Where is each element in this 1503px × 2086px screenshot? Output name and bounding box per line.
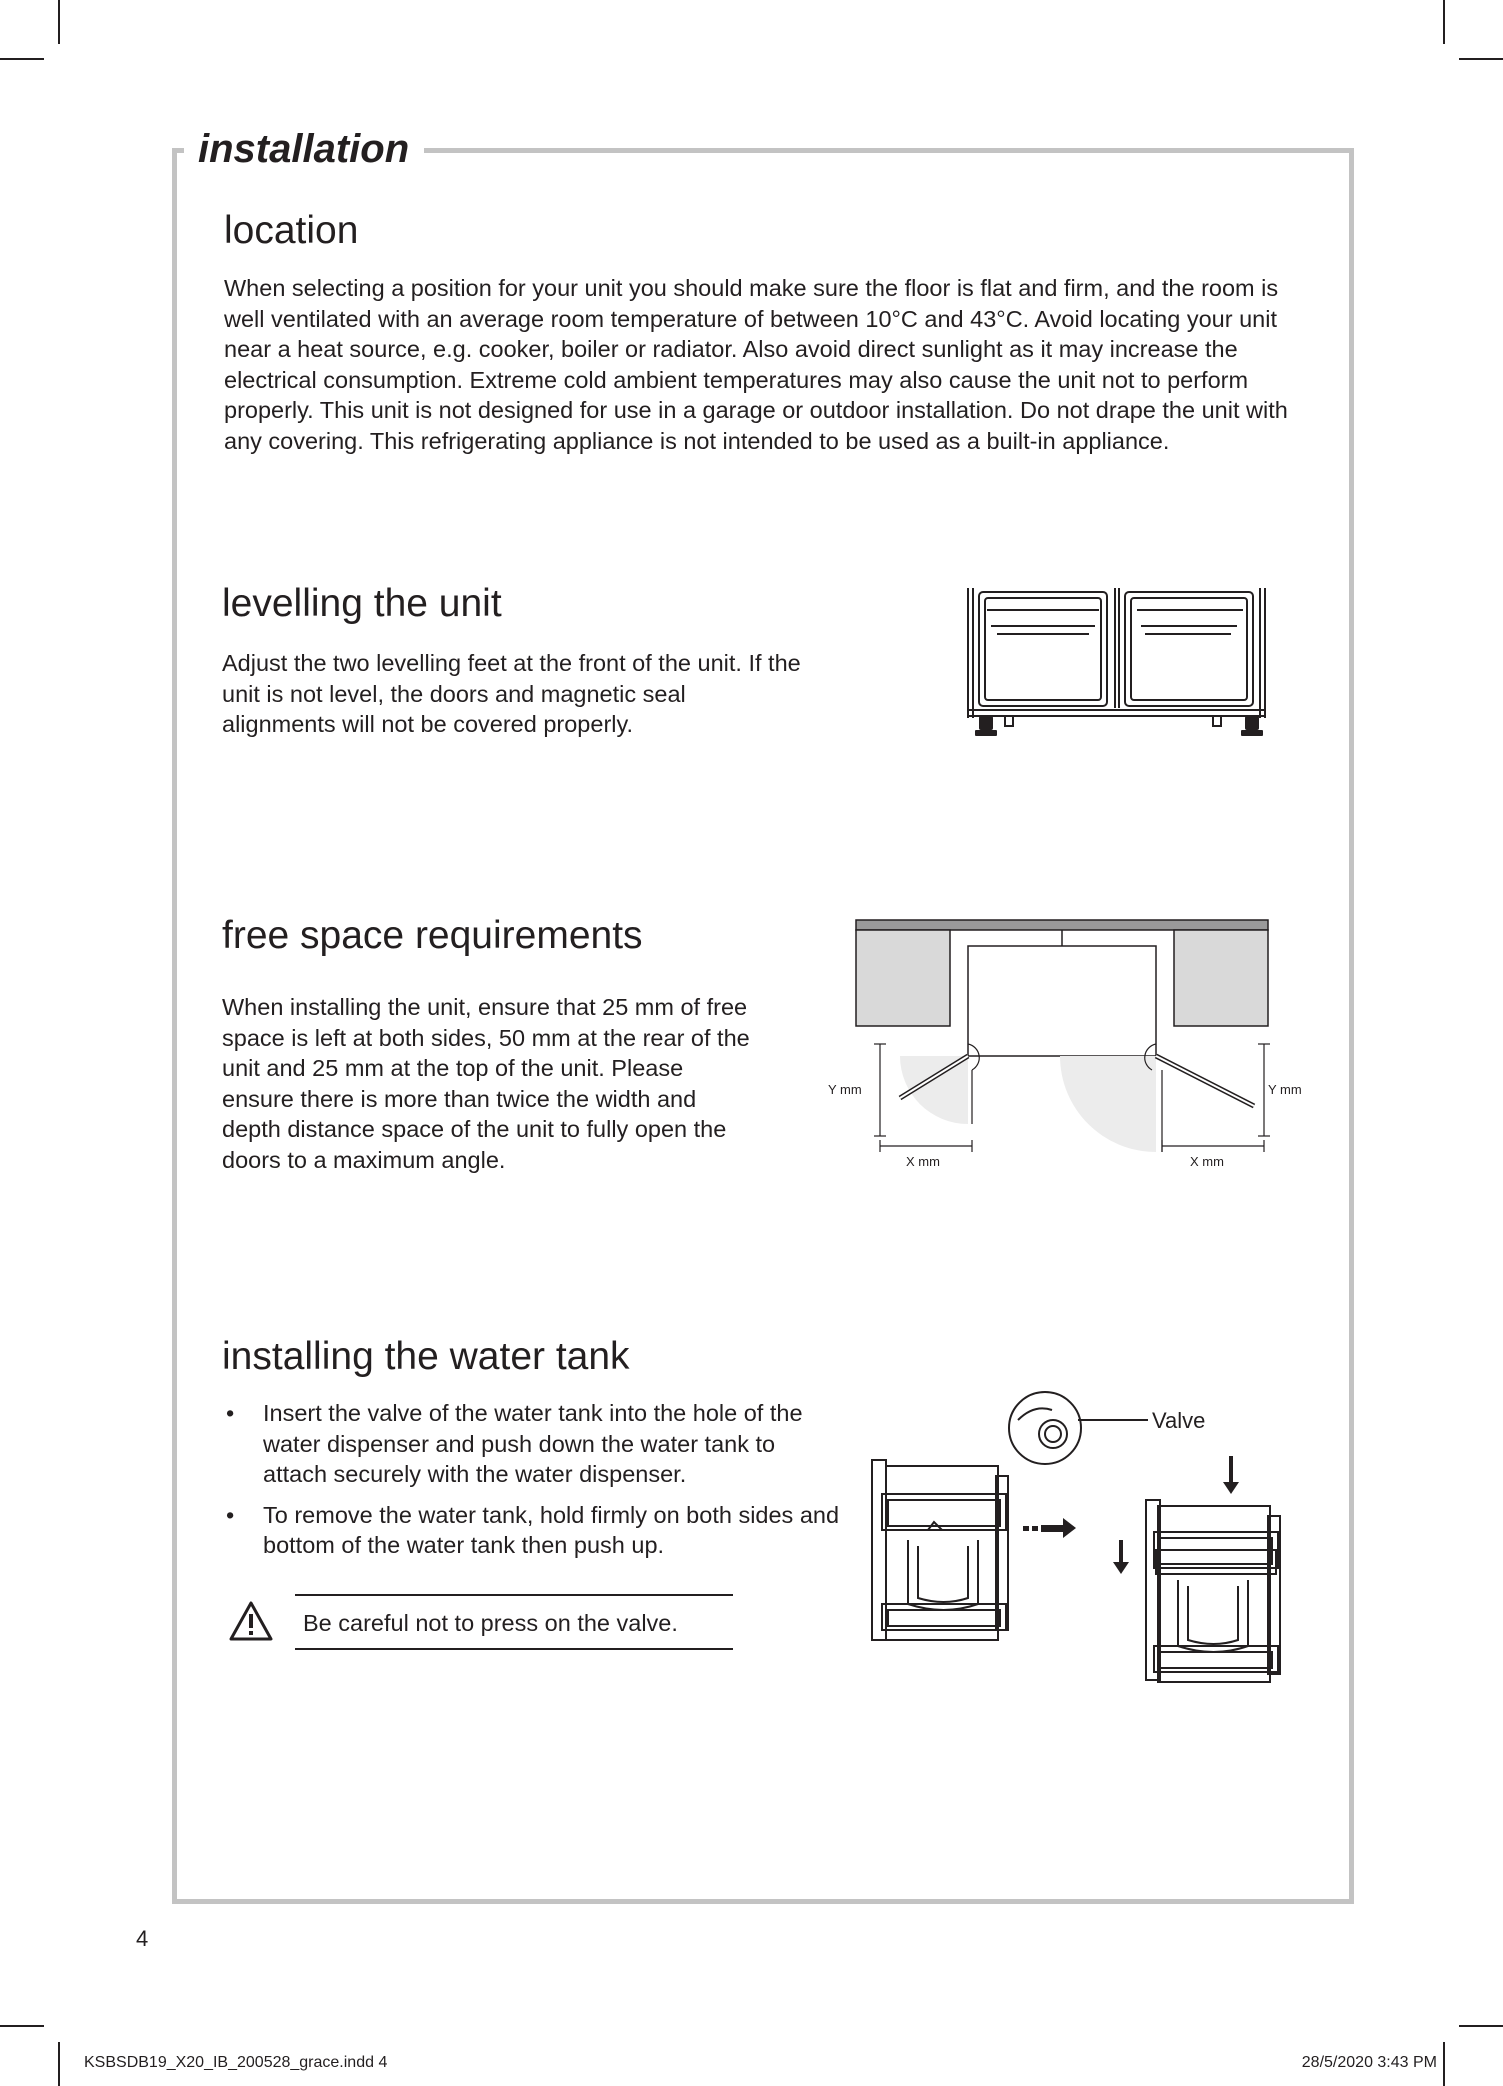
bullet-text: To remove the water tank, hold firmly on both sides and bottom of the water tank then push up. bbox=[263, 1501, 840, 1558]
crop-mark bbox=[1459, 58, 1503, 60]
list-item bbox=[222, 1500, 842, 1561]
levelling-text: Adjust the two levelling feet at the front of the unit. If the unit is not level, the doors and magnetic seal alignments will not be covered properly. bbox=[222, 650, 801, 737]
list-item bbox=[222, 1398, 842, 1490]
crop-mark bbox=[1443, 2042, 1445, 2086]
warning-rule-top bbox=[295, 1594, 733, 1596]
x-mm-left-label: X mm bbox=[906, 1154, 940, 1169]
bullet-text: Insert the valve of the water tank into the hole of the water dispenser and push down the water tank to attach securely with the water dispenser. bbox=[263, 1400, 803, 1487]
warning-rule-bottom bbox=[295, 1648, 733, 1650]
warning-triangle-icon bbox=[228, 1600, 274, 1642]
water-tank-illustration bbox=[868, 1390, 1288, 1710]
footer-file-slug: KSBSDB19_X20_IB_200528_grace.indd 4 bbox=[84, 2054, 388, 2071]
bullet-glyph: • bbox=[226, 1400, 235, 1426]
free-space-diagram bbox=[820, 920, 1300, 1180]
x-mm-right-label: X mm bbox=[1190, 1154, 1224, 1169]
crop-mark bbox=[0, 2025, 44, 2027]
location-text: When selecting a position for your unit you should make sure the floor is flat and firm, and the room is well ventilated with an average room temperature of between 10°C and 43°C. Avoid locating your unit near a heat source, e.g. cooker, boiler or radiator. Also avoid direct sunlight as it may increase the electrical consumption. Extreme cold ambient temperatures may also cause the unit not to perform properly. This unit is not designed for use in a garage or outdoor installation. Do not drape the unit with any covering. This refrigerating appliance is not intended to be used as a built-in appliance. bbox=[224, 275, 1288, 454]
free-space-text: When installing the unit, ensure that 25 mm of free space is left at both sides, 50 mm at the rear of the unit and 25 mm at the top of the unit. Please ensure there is more than twice the width and depth distance space of the unit to fully open the doors to a maximum angle. bbox=[222, 994, 750, 1173]
free-space-heading: free space requirements bbox=[222, 914, 643, 957]
valve-label: Valve bbox=[1152, 1408, 1206, 1433]
crop-mark bbox=[1443, 0, 1445, 44]
crop-mark bbox=[0, 58, 44, 60]
page-number: 4 bbox=[136, 1926, 149, 1951]
fridge-front-illustration bbox=[965, 588, 1267, 740]
crop-mark bbox=[58, 0, 60, 44]
levelling-heading: levelling the unit bbox=[222, 582, 502, 625]
location-heading: location bbox=[224, 209, 359, 252]
crop-mark bbox=[58, 2042, 60, 2086]
y-mm-left-label: Y mm bbox=[828, 1082, 862, 1097]
warning-text: Be careful not to press on the valve. bbox=[303, 1610, 678, 1636]
footer-datetime: 28/5/2020 3:43 PM bbox=[1301, 2054, 1437, 2071]
crop-mark bbox=[1459, 2025, 1503, 2027]
water-tank-bullets bbox=[222, 1398, 842, 1571]
bullet-glyph: • bbox=[226, 1501, 235, 1528]
water-tank-heading: installing the water tank bbox=[222, 1335, 630, 1378]
y-mm-right-label: Y mm bbox=[1268, 1082, 1302, 1097]
section-title: installation bbox=[198, 127, 410, 171]
